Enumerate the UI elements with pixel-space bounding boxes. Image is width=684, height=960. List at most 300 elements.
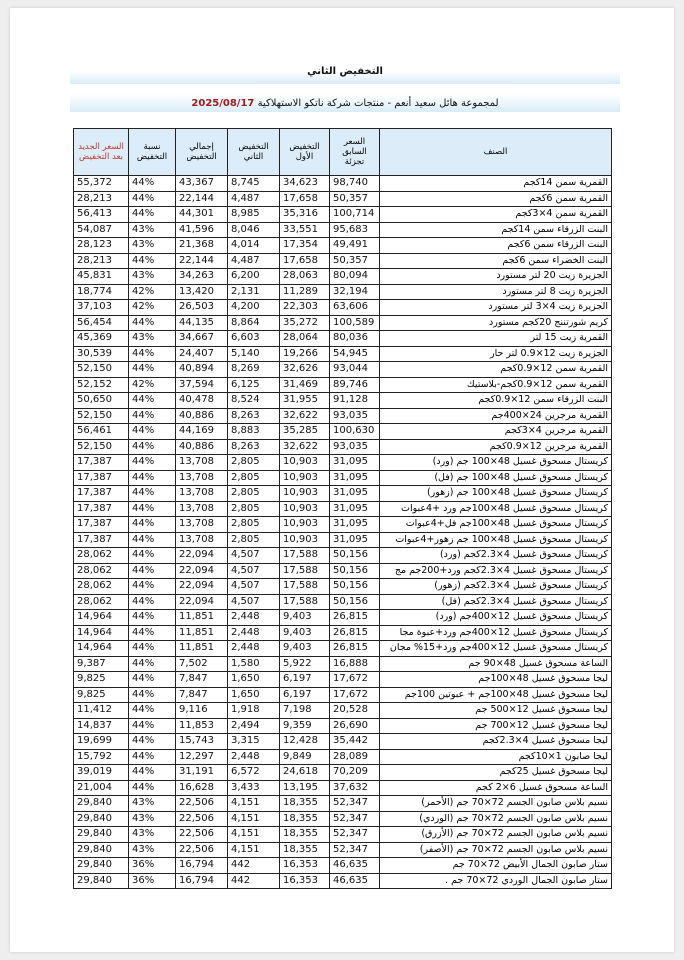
cell-item-name: البنت الزرقاء سمن 6كجم xyxy=(380,238,612,254)
table-row xyxy=(74,377,612,393)
cell-first-discount: 31,955 xyxy=(280,393,330,409)
cell-discount-pct: 43% xyxy=(129,811,176,827)
cell-new-price: 55,372 xyxy=(74,176,129,192)
cell-new-price: 17,387 xyxy=(74,532,129,548)
table-row xyxy=(74,191,612,207)
cell-new-price: 39,019 xyxy=(74,765,129,781)
cell-item-name: ليجا مسحوق غسيل 25كجم xyxy=(380,765,612,781)
cell-old-price: 52,347 xyxy=(330,842,380,858)
cell-first-discount: 35,285 xyxy=(280,424,330,440)
cell-total-discount: 43,367 xyxy=(176,176,228,192)
cell-item-name: الساعة مسحوق غسيل 48×90 جم xyxy=(380,656,612,672)
cell-new-price: 52,152 xyxy=(74,377,129,393)
cell-second-discount: 2,805 xyxy=(228,470,280,486)
cell-total-discount: 16,628 xyxy=(176,780,228,796)
cell-new-price: 28,062 xyxy=(74,548,129,564)
cell-discount-pct: 44% xyxy=(129,532,176,548)
cell-old-price: 26,815 xyxy=(330,641,380,657)
cell-first-discount: 10,903 xyxy=(280,532,330,548)
cell-discount-pct: 44% xyxy=(129,346,176,362)
cell-second-discount: 8,524 xyxy=(228,393,280,409)
cell-total-discount: 22,094 xyxy=(176,579,228,595)
table-row xyxy=(74,455,612,471)
table-row xyxy=(74,408,612,424)
cell-second-discount: 8,883 xyxy=(228,424,280,440)
cell-total-discount: 22,506 xyxy=(176,842,228,858)
cell-old-price: 46,635 xyxy=(330,858,380,874)
cell-old-price: 50,156 xyxy=(330,594,380,610)
cell-total-discount: 34,667 xyxy=(176,331,228,347)
header-discount-pct: نسبة التخفيض xyxy=(129,129,176,176)
cell-new-price: 17,387 xyxy=(74,470,129,486)
cell-first-discount: 32,622 xyxy=(280,408,330,424)
table-row xyxy=(74,641,612,657)
cell-total-discount: 13,420 xyxy=(176,284,228,300)
table-row xyxy=(74,858,612,874)
cell-discount-pct: 44% xyxy=(129,641,176,657)
cell-first-discount: 32,626 xyxy=(280,362,330,378)
cell-first-discount: 18,355 xyxy=(280,811,330,827)
header-first-discount: التخفيض الأول xyxy=(280,129,330,176)
table-row xyxy=(74,300,612,316)
cell-total-discount: 13,708 xyxy=(176,470,228,486)
cell-second-discount: 2,448 xyxy=(228,610,280,626)
cell-item-name: القمرية سمن 12×0.9كجم-بلاستيك xyxy=(380,377,612,393)
cell-discount-pct: 36% xyxy=(129,873,176,889)
cell-second-discount: 4,151 xyxy=(228,842,280,858)
table-row xyxy=(74,842,612,858)
cell-first-discount: 18,355 xyxy=(280,796,330,812)
cell-first-discount: 17,354 xyxy=(280,238,330,254)
cell-old-price: 16,888 xyxy=(330,656,380,672)
cell-first-discount: 5,922 xyxy=(280,656,330,672)
cell-new-price: 15,792 xyxy=(74,749,129,765)
table-row xyxy=(74,625,612,641)
cell-new-price: 37,103 xyxy=(74,300,129,316)
cell-item-name: كريستال مسحوق غسيل 48×100جم ورد +4عبوات xyxy=(380,501,612,517)
cell-new-price: 17,387 xyxy=(74,517,129,533)
cell-first-discount: 10,903 xyxy=(280,517,330,533)
price-table xyxy=(73,128,612,889)
cell-new-price: 17,387 xyxy=(74,486,129,502)
cell-old-price: 49,491 xyxy=(330,238,380,254)
cell-old-price: 17,672 xyxy=(330,672,380,688)
cell-old-price: 31,095 xyxy=(330,486,380,502)
cell-discount-pct: 43% xyxy=(129,796,176,812)
table-row xyxy=(74,610,612,626)
cell-second-discount: 8,263 xyxy=(228,439,280,455)
cell-old-price: 50,357 xyxy=(330,253,380,269)
cell-old-price: 17,672 xyxy=(330,687,380,703)
cell-old-price: 28,089 xyxy=(330,749,380,765)
table-row xyxy=(74,687,612,703)
cell-total-discount: 11,851 xyxy=(176,625,228,641)
table-row xyxy=(74,563,612,579)
table-row xyxy=(74,331,612,347)
cell-old-price: 35,442 xyxy=(330,734,380,750)
cell-item-name: ليجا مسحوق غسيل 48×100جم + عبوتين 100جم xyxy=(380,687,612,703)
cell-discount-pct: 44% xyxy=(129,687,176,703)
cell-second-discount: 2,805 xyxy=(228,501,280,517)
cell-total-discount: 7,847 xyxy=(176,672,228,688)
cell-second-discount: 8,985 xyxy=(228,207,280,223)
cell-item-name: كريستال مسحوق غسيل 4×2.3كجم (ورد) xyxy=(380,548,612,564)
table-row xyxy=(74,253,612,269)
cell-first-discount: 17,588 xyxy=(280,594,330,610)
cell-new-price: 9,825 xyxy=(74,687,129,703)
cell-discount-pct: 36% xyxy=(129,858,176,874)
table-row xyxy=(74,439,612,455)
cell-new-price: 17,387 xyxy=(74,501,129,517)
cell-discount-pct: 44% xyxy=(129,455,176,471)
cell-old-price: 26,690 xyxy=(330,718,380,734)
cell-discount-pct: 44% xyxy=(129,253,176,269)
cell-total-discount: 24,407 xyxy=(176,346,228,362)
subtitle-text: لمجموعة هائل سعيد أنعم - منتجات شركة ناتكو الاستهلاكية xyxy=(257,98,499,109)
cell-first-discount: 31,469 xyxy=(280,377,330,393)
table-row xyxy=(74,656,612,672)
cell-old-price: 52,347 xyxy=(330,796,380,812)
cell-second-discount: 8,269 xyxy=(228,362,280,378)
cell-item-name: كريستال مسحوق غسيل 12×400جم ورد+15% مجان xyxy=(380,641,612,657)
cell-second-discount: 2,805 xyxy=(228,517,280,533)
cell-first-discount: 33,551 xyxy=(280,222,330,238)
cell-second-discount: 6,200 xyxy=(228,269,280,285)
cell-old-price: 37,632 xyxy=(330,780,380,796)
cell-second-discount: 2,805 xyxy=(228,532,280,548)
table-row xyxy=(74,579,612,595)
cell-second-discount: 1,580 xyxy=(228,656,280,672)
cell-new-price: 56,454 xyxy=(74,315,129,331)
cell-discount-pct: 43% xyxy=(129,222,176,238)
cell-total-discount: 34,263 xyxy=(176,269,228,285)
cell-item-name: الجزيرة زيت 12×0.9 لتر حار xyxy=(380,346,612,362)
cell-total-discount: 22,094 xyxy=(176,594,228,610)
cell-total-discount: 13,708 xyxy=(176,517,228,533)
cell-discount-pct: 42% xyxy=(129,377,176,393)
cell-new-price: 29,840 xyxy=(74,796,129,812)
cell-total-discount: 40,478 xyxy=(176,393,228,409)
cell-item-name: كريستال مسحوق غسيل 48×100 جم زهور+4عبوات xyxy=(380,532,612,548)
table-row xyxy=(74,486,612,502)
cell-discount-pct: 44% xyxy=(129,718,176,734)
cell-second-discount: 8,046 xyxy=(228,222,280,238)
table-row xyxy=(74,222,612,238)
table-row xyxy=(74,424,612,440)
cell-total-discount: 12,297 xyxy=(176,749,228,765)
cell-total-discount: 22,506 xyxy=(176,827,228,843)
cell-discount-pct: 44% xyxy=(129,594,176,610)
cell-total-discount: 7,847 xyxy=(176,687,228,703)
cell-item-name: كريستال مسحوق غسيل 4×2.3كجم (زهور) xyxy=(380,579,612,595)
cell-total-discount: 21,368 xyxy=(176,238,228,254)
document-title: التخفيض الثاني xyxy=(307,66,383,77)
cell-old-price: 31,095 xyxy=(330,470,380,486)
cell-item-name: كريستال مسحوق غسيل 48×100 جم (فل) xyxy=(380,470,612,486)
cell-old-price: 100,714 xyxy=(330,207,380,223)
cell-item-name: القمرية زيت 15 لتر xyxy=(380,331,612,347)
cell-total-discount: 44,301 xyxy=(176,207,228,223)
cell-total-discount: 44,135 xyxy=(176,315,228,331)
cell-new-price: 28,062 xyxy=(74,563,129,579)
cell-first-discount: 17,588 xyxy=(280,579,330,595)
cell-discount-pct: 44% xyxy=(129,439,176,455)
cell-item-name: ليجا مسحوق غسيل 48×100جم xyxy=(380,672,612,688)
cell-item-name: ستار صابون الجمال الوردي 72×70 جم . xyxy=(380,873,612,889)
cell-discount-pct: 44% xyxy=(129,393,176,409)
table-row xyxy=(74,362,612,378)
cell-second-discount: 4,151 xyxy=(228,827,280,843)
cell-second-discount: 4,507 xyxy=(228,548,280,564)
cell-old-price: 91,128 xyxy=(330,393,380,409)
table-row xyxy=(74,811,612,827)
cell-second-discount: 4,151 xyxy=(228,796,280,812)
cell-new-price: 50,650 xyxy=(74,393,129,409)
cell-new-price: 28,213 xyxy=(74,191,129,207)
cell-new-price: 28,062 xyxy=(74,594,129,610)
cell-second-discount: 4,200 xyxy=(228,300,280,316)
cell-new-price: 9,387 xyxy=(74,656,129,672)
cell-discount-pct: 42% xyxy=(129,300,176,316)
cell-discount-pct: 42% xyxy=(129,284,176,300)
cell-old-price: 98,740 xyxy=(330,176,380,192)
cell-total-discount: 26,503 xyxy=(176,300,228,316)
cell-new-price: 54,087 xyxy=(74,222,129,238)
cell-first-discount: 13,195 xyxy=(280,780,330,796)
cell-old-price: 100,630 xyxy=(330,424,380,440)
cell-old-price: 26,815 xyxy=(330,610,380,626)
cell-total-discount: 7,502 xyxy=(176,656,228,672)
cell-item-name: نسيم بلاس صابون الجسم 72×70 جم (الوردي) xyxy=(380,811,612,827)
header-new-price: السعر الجديد بعد التخفيض xyxy=(74,129,129,176)
cell-first-discount: 28,064 xyxy=(280,331,330,347)
table-row xyxy=(74,780,612,796)
cell-item-name: الجزيرة زيت 20 لتر مستورد xyxy=(380,269,612,285)
cell-first-discount: 24,618 xyxy=(280,765,330,781)
cell-first-discount: 17,658 xyxy=(280,191,330,207)
cell-first-discount: 9,403 xyxy=(280,625,330,641)
cell-second-discount: 442 xyxy=(228,858,280,874)
cell-old-price: 93,044 xyxy=(330,362,380,378)
cell-first-discount: 9,403 xyxy=(280,641,330,657)
table-row xyxy=(74,238,612,254)
table-row xyxy=(74,346,612,362)
cell-second-discount: 8,745 xyxy=(228,176,280,192)
cell-first-discount: 11,289 xyxy=(280,284,330,300)
cell-old-price: 93,035 xyxy=(330,439,380,455)
cell-first-discount: 18,355 xyxy=(280,827,330,843)
cell-second-discount: 2,494 xyxy=(228,718,280,734)
cell-old-price: 52,347 xyxy=(330,827,380,843)
cell-new-price: 29,840 xyxy=(74,827,129,843)
cell-discount-pct: 44% xyxy=(129,780,176,796)
cell-discount-pct: 44% xyxy=(129,424,176,440)
header-item: الصنف xyxy=(380,129,612,176)
cell-discount-pct: 44% xyxy=(129,625,176,641)
cell-total-discount: 40,886 xyxy=(176,408,228,424)
cell-new-price: 28,062 xyxy=(74,579,129,595)
table-body xyxy=(74,176,612,889)
cell-old-price: 31,095 xyxy=(330,455,380,471)
cell-new-price: 28,213 xyxy=(74,253,129,269)
cell-first-discount: 10,903 xyxy=(280,486,330,502)
cell-item-name: ليجا مسحوق غسيل 4×2.3كجم xyxy=(380,734,612,750)
cell-second-discount: 4,507 xyxy=(228,563,280,579)
cell-discount-pct: 44% xyxy=(129,765,176,781)
table-row xyxy=(74,315,612,331)
cell-old-price: 63,606 xyxy=(330,300,380,316)
cell-first-discount: 7,198 xyxy=(280,703,330,719)
cell-new-price: 9,825 xyxy=(74,672,129,688)
cell-old-price: 26,815 xyxy=(330,625,380,641)
cell-old-price: 50,156 xyxy=(330,548,380,564)
cell-second-discount: 4,014 xyxy=(228,238,280,254)
cell-item-name: ليجا مسحوق غسيل 12×500 جم xyxy=(380,703,612,719)
cell-first-discount: 17,588 xyxy=(280,548,330,564)
cell-first-discount: 28,063 xyxy=(280,269,330,285)
table-header xyxy=(74,129,612,176)
cell-item-name: كريستال مسحوق غسيل 48×100 جم (زهور) xyxy=(380,486,612,502)
cell-first-discount: 17,588 xyxy=(280,563,330,579)
cell-item-name: الجزيرة زيت 8 لتر مستورد xyxy=(380,284,612,300)
cell-first-discount: 12,428 xyxy=(280,734,330,750)
cell-first-discount: 18,355 xyxy=(280,842,330,858)
cell-item-name: البنت الزرقاء سمن 12×0.9كجم xyxy=(380,393,612,409)
cell-item-name: القمرية سمن 12×0.9كجم xyxy=(380,362,612,378)
cell-new-price: 29,840 xyxy=(74,873,129,889)
cell-total-discount: 13,708 xyxy=(176,501,228,517)
table-row xyxy=(74,517,612,533)
table-row xyxy=(74,765,612,781)
cell-new-price: 30,539 xyxy=(74,346,129,362)
cell-total-discount: 22,094 xyxy=(176,563,228,579)
cell-new-price: 45,831 xyxy=(74,269,129,285)
cell-discount-pct: 44% xyxy=(129,362,176,378)
cell-first-discount: 32,622 xyxy=(280,439,330,455)
cell-new-price: 14,964 xyxy=(74,610,129,626)
cell-second-discount: 5,140 xyxy=(228,346,280,362)
cell-old-price: 31,095 xyxy=(330,501,380,517)
cell-discount-pct: 44% xyxy=(129,672,176,688)
cell-total-discount: 15,743 xyxy=(176,734,228,750)
cell-new-price: 29,840 xyxy=(74,842,129,858)
cell-total-discount: 31,191 xyxy=(176,765,228,781)
cell-new-price: 52,150 xyxy=(74,408,129,424)
cell-second-discount: 4,151 xyxy=(228,811,280,827)
table-row xyxy=(74,284,612,300)
cell-old-price: 54,945 xyxy=(330,346,380,362)
cell-item-name: القمرية مرجرين 24×400جم xyxy=(380,408,612,424)
table-row xyxy=(74,796,612,812)
cell-first-discount: 10,903 xyxy=(280,501,330,517)
cell-total-discount: 16,794 xyxy=(176,873,228,889)
cell-second-discount: 1,650 xyxy=(228,672,280,688)
cell-new-price: 14,964 xyxy=(74,625,129,641)
cell-item-name: الجزيرة زيت 4×3 لتر مستورد xyxy=(380,300,612,316)
cell-first-discount: 34,623 xyxy=(280,176,330,192)
cell-old-price: 89,746 xyxy=(330,377,380,393)
cell-item-name: كريستال مسحوق غسيل 4×2.3كجم ورد+200جم مج xyxy=(380,563,612,579)
cell-discount-pct: 43% xyxy=(129,331,176,347)
cell-new-price: 52,150 xyxy=(74,362,129,378)
table-row xyxy=(74,393,612,409)
cell-discount-pct: 44% xyxy=(129,191,176,207)
cell-discount-pct: 44% xyxy=(129,734,176,750)
table-row xyxy=(74,873,612,889)
cell-first-discount: 9,403 xyxy=(280,610,330,626)
cell-total-discount: 41,596 xyxy=(176,222,228,238)
document-subtitle xyxy=(70,98,620,109)
cell-discount-pct: 44% xyxy=(129,610,176,626)
cell-item-name: القمرية سمن 6كجم xyxy=(380,191,612,207)
cell-second-discount: 2,448 xyxy=(228,625,280,641)
cell-second-discount: 1,650 xyxy=(228,687,280,703)
cell-old-price: 80,094 xyxy=(330,269,380,285)
cell-discount-pct: 44% xyxy=(129,207,176,223)
cell-old-price: 46,635 xyxy=(330,873,380,889)
cell-total-discount: 44,169 xyxy=(176,424,228,440)
cell-first-discount: 6,197 xyxy=(280,687,330,703)
cell-total-discount: 11,851 xyxy=(176,610,228,626)
subtitle-date: 2025/08/17 xyxy=(191,98,255,109)
cell-old-price: 70,209 xyxy=(330,765,380,781)
cell-total-discount: 40,886 xyxy=(176,439,228,455)
cell-old-price: 52,347 xyxy=(330,811,380,827)
cell-discount-pct: 44% xyxy=(129,470,176,486)
cell-new-price: 28,123 xyxy=(74,238,129,254)
cell-old-price: 32,194 xyxy=(330,284,380,300)
cell-second-discount: 4,487 xyxy=(228,253,280,269)
table-row xyxy=(74,269,612,285)
table-row xyxy=(74,749,612,765)
cell-discount-pct: 44% xyxy=(129,563,176,579)
table-row xyxy=(74,532,612,548)
cell-item-name: كريستال مسحوق غسيل 48×100جم فل+4عبوات xyxy=(380,517,612,533)
cell-second-discount: 8,864 xyxy=(228,315,280,331)
cell-old-price: 93,035 xyxy=(330,408,380,424)
cell-second-discount: 8,263 xyxy=(228,408,280,424)
cell-new-price: 52,150 xyxy=(74,439,129,455)
cell-discount-pct: 44% xyxy=(129,315,176,331)
cell-discount-pct: 43% xyxy=(129,269,176,285)
cell-second-discount: 4,507 xyxy=(228,579,280,595)
cell-item-name: كريستال مسحوق غسيل 12×400جم ورد+عبوة مجا xyxy=(380,625,612,641)
cell-first-discount: 6,197 xyxy=(280,672,330,688)
cell-first-discount: 10,903 xyxy=(280,470,330,486)
cell-item-name: ستار صابون الجمال الأبيض 72×70 جم xyxy=(380,858,612,874)
cell-total-discount: 11,853 xyxy=(176,718,228,734)
cell-discount-pct: 44% xyxy=(129,749,176,765)
cell-first-discount: 22,303 xyxy=(280,300,330,316)
cell-second-discount: 442 xyxy=(228,873,280,889)
cell-old-price: 80,036 xyxy=(330,331,380,347)
cell-total-discount: 11,851 xyxy=(176,641,228,657)
cell-item-name: ليجا مسحوق غسيل 12×700 جم xyxy=(380,718,612,734)
cell-total-discount: 13,708 xyxy=(176,486,228,502)
cell-total-discount: 22,094 xyxy=(176,548,228,564)
cell-new-price: 14,964 xyxy=(74,641,129,657)
cell-total-discount: 16,794 xyxy=(176,858,228,874)
cell-item-name: نسيم بلاس صابون الجسم 72×70 جم (الأحمر) xyxy=(380,796,612,812)
cell-old-price: 31,095 xyxy=(330,532,380,548)
cell-second-discount: 2,448 xyxy=(228,641,280,657)
cell-second-discount: 6,572 xyxy=(228,765,280,781)
cell-old-price: 95,683 xyxy=(330,222,380,238)
cell-new-price: 56,461 xyxy=(74,424,129,440)
cell-second-discount: 2,131 xyxy=(228,284,280,300)
cell-item-name: القمرية مرجرين 4×3كجم xyxy=(380,424,612,440)
table-row xyxy=(74,548,612,564)
